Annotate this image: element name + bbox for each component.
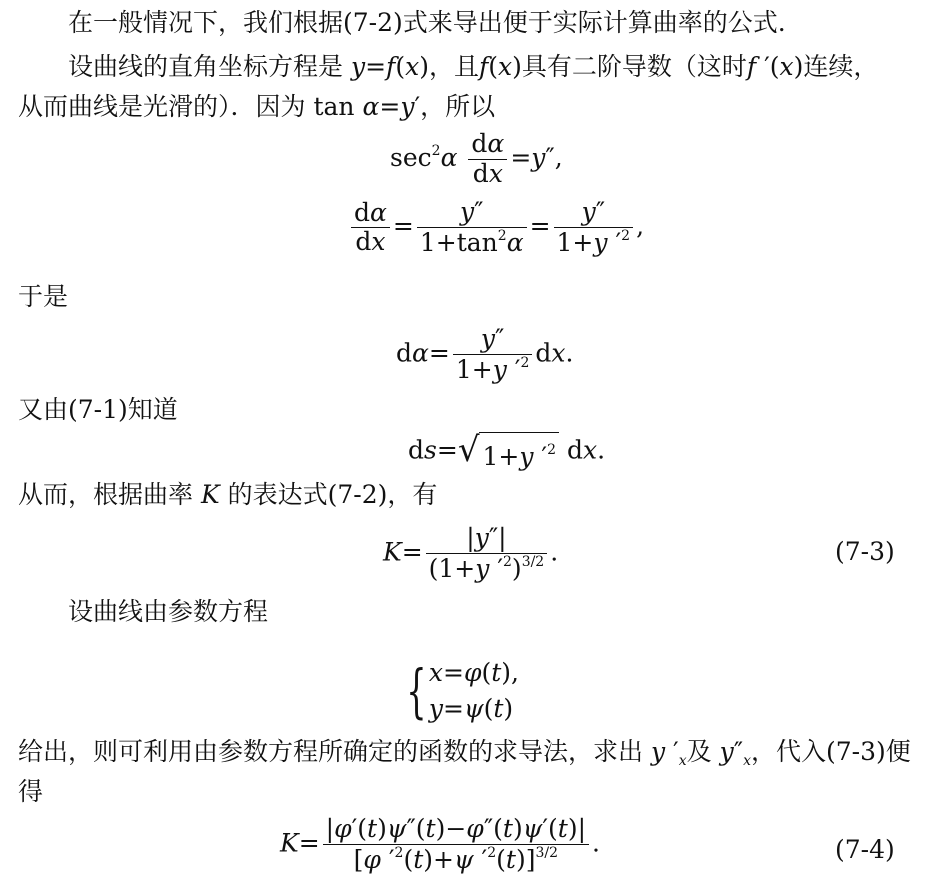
text-thus: 从而，根据曲率	[18, 480, 194, 509]
fraction-tan-form: $\frac{y''}{1+\tan^2\alpha}$	[417, 198, 527, 258]
equation-dalpha: dα= $\frac{y''}{1+y '^2}$ dx.	[396, 324, 574, 384]
text-derivation: 给出，则可利用由参数方程所确定的函数的求导法，求出	[18, 737, 644, 766]
eq-number-text-7-3: (7-3)	[835, 537, 895, 566]
text-and2: 及	[686, 737, 712, 766]
text-substitute: ，代入(7-3)便	[750, 737, 911, 766]
paragraph-from-7-1	[18, 393, 178, 427]
text-parametric: 设曲线由参数方程	[68, 597, 269, 626]
equation-arc-length: ds= √ 1+y $'^2$ dx.	[408, 430, 606, 471]
text-second-derivative: 具有二阶导数（这时	[521, 52, 747, 81]
equation-curvature-parametric: K= $\frac{|\varphi'(t)\psi''(t)-\varphi''(t)\psi'(t)|}{[\varphi '^2(t)+\psi '^2(t)]^{3/2}}$ .	[280, 814, 600, 874]
equation-number-7-3	[835, 537, 895, 566]
text-intro: 在一般情况下，我们根据(7-2)式来导出便于实际计算曲率的公式.	[68, 8, 786, 37]
sqrt-arc: √ 1+y $'^2$	[458, 432, 559, 472]
text-from-7-1: 又由(7-1)知道	[18, 395, 178, 424]
text-hence: 于是	[18, 282, 69, 311]
math-curve-equation: y	[350, 52, 366, 81]
equation-number-7-4	[835, 835, 895, 864]
fraction-dalpha-dx: $\frac{d\alpha}{dx}$	[468, 130, 507, 189]
paragraph-curvature-expression: 从而，根据曲率 K 的表达式(7-2)，有	[18, 480, 438, 509]
paragraph-hence	[18, 280, 68, 314]
text-continuous: 连续，	[803, 52, 879, 81]
text-obtain: 得	[18, 777, 44, 806]
paragraph-smooth-curve	[18, 90, 495, 124]
equation-parametric-system	[398, 655, 519, 727]
eq-number-text-7-4: (7-4)	[835, 835, 895, 864]
text-definition-start: 设曲线的直角坐标方程是	[68, 52, 344, 81]
equation-curvature-cartesian: K= $\frac{|y''|}{(1+y '^2)^{3/2}}$ .	[383, 523, 559, 583]
param-y: y=ψ(t)	[428, 694, 514, 723]
text-therefore: ，所以	[420, 92, 496, 121]
paragraph-derivation: 给出，则可利用由参数方程所确定的函数的求导法，求出 y $'_x$及 $y''_x$，代入(7-3)便	[18, 737, 911, 769]
equation-sec-alpha: $\sec^2\alpha$ $\frac{d\alpha}{dx}$ =y″,	[390, 129, 563, 188]
fraction-yprime-form: $\frac{y''}{1+y '^2}$	[554, 198, 634, 258]
text-expression-7-2: 的表达式(7-2)，有	[227, 480, 438, 509]
paragraph-obtain	[18, 775, 43, 809]
equation-dalpha-dx: $\frac{d\alpha}{dx}$ = $\frac{y''}{1+\tan^2\alpha}$ = $\frac{y''}{1+y '^2}$ ,	[348, 198, 644, 258]
math-tan-alpha: tan α=y′	[313, 92, 421, 121]
paragraph-parametric	[68, 595, 268, 629]
paragraph-curve-definition: 设曲线的直角坐标方程是 y=f(x)，且f(x)具有二阶导数（这时f ′(x)连续，	[68, 52, 879, 81]
text-smooth: 从而曲线是光滑的）．因为	[18, 92, 306, 121]
text-and: ，且	[428, 52, 479, 81]
param-x: x=φ(t),	[428, 658, 519, 687]
paragraph-intro	[68, 6, 786, 40]
brace-left: {	[406, 657, 427, 725]
